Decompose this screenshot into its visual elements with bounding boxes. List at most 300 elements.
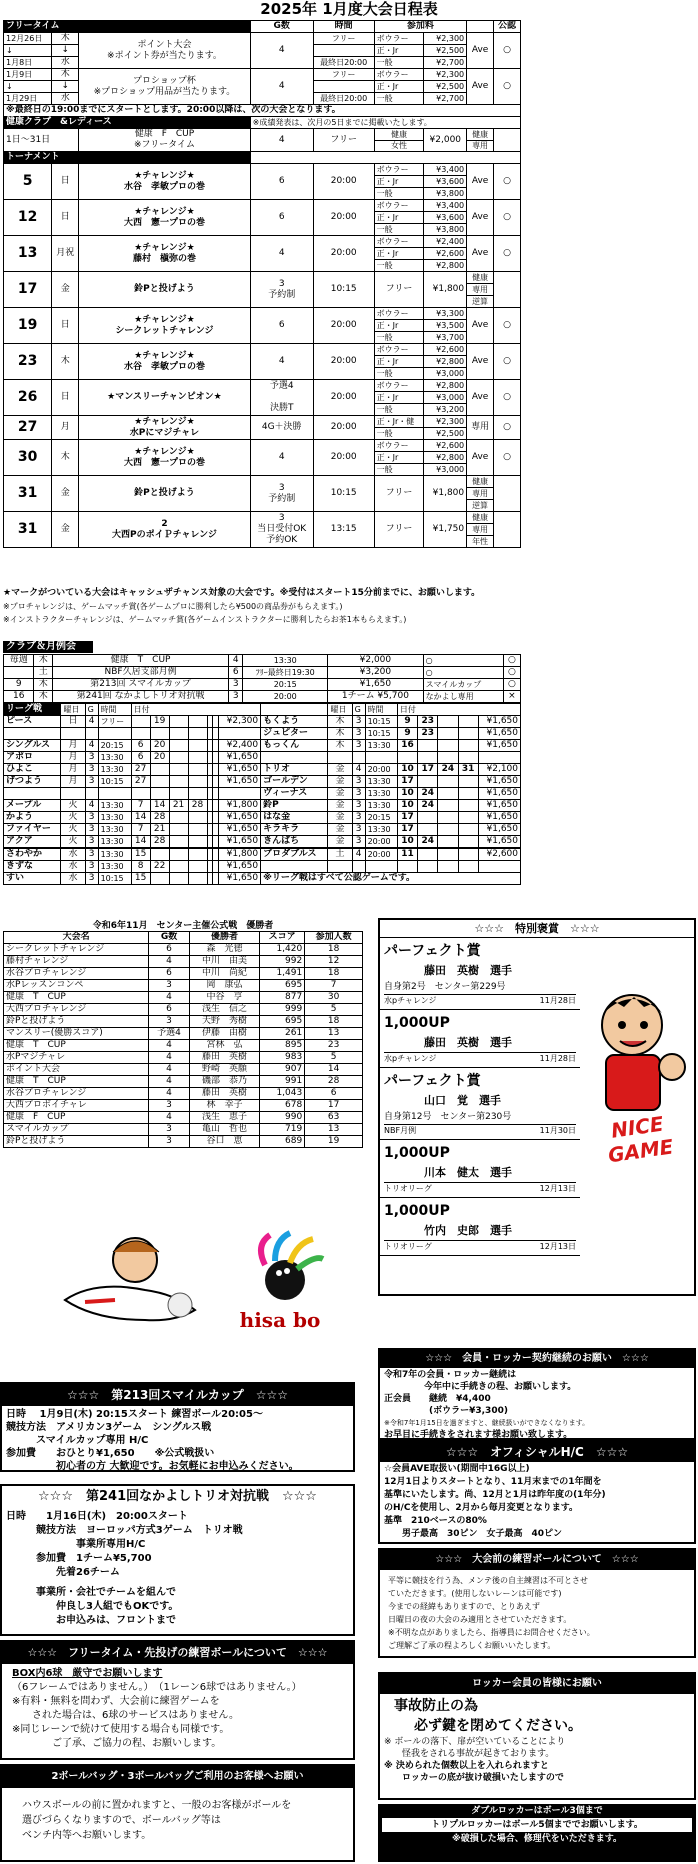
table-cell: ○ xyxy=(494,69,521,105)
bowling-cartoon xyxy=(55,1230,205,1345)
table-cell xyxy=(98,788,131,800)
table-cell: 第241回 なかよしトリオ対抗戦 xyxy=(53,691,229,703)
table-cell xyxy=(131,788,150,800)
prior-line: 平等に競技を行う為、メンテ後の自主練習は不可とさせ xyxy=(388,1576,588,1585)
table-cell: アクア xyxy=(4,836,61,848)
table-cell: 逆算 xyxy=(467,500,494,512)
table-cell xyxy=(438,776,458,788)
table-cell: ★チャレンジ★ 大西 憲一プロの巻 xyxy=(79,200,250,236)
table-cell: 時間 xyxy=(313,21,374,33)
table-cell: 健康 F CUP ※フリータイム xyxy=(79,129,250,152)
table-row xyxy=(4,812,521,824)
table-cell: 曜日 xyxy=(328,704,352,716)
award-date: 12月13日 xyxy=(539,1242,576,1251)
table-cell: 木 xyxy=(34,655,53,667)
hc-line: 12月1日よりスタートとなり、11月末までの1年間を xyxy=(384,1477,602,1487)
table-cell: 261 xyxy=(260,1028,305,1040)
table-cell: ¥2,300 xyxy=(219,716,261,728)
table-cell: 13:30 xyxy=(365,824,397,836)
table-cell: 8 xyxy=(131,861,150,873)
table-cell: 水Pマジチャレ xyxy=(4,1052,149,1064)
table-cell: 21 xyxy=(150,824,169,836)
table-cell: スマイルカップ xyxy=(4,1124,149,1136)
table-cell: かよう xyxy=(4,812,61,824)
table-cell: 719 xyxy=(260,1124,305,1136)
table-cell: 6 xyxy=(131,740,150,752)
table-cell: ○ xyxy=(494,416,521,440)
table-cell xyxy=(328,861,352,873)
table-cell: 13 xyxy=(305,1028,363,1040)
table-cell: 一般 xyxy=(374,332,424,344)
table-cell: 877 xyxy=(260,992,305,1004)
table-row xyxy=(4,728,521,740)
table-cell xyxy=(458,861,478,873)
table-cell: 17 xyxy=(397,776,417,788)
table-cell: 1,420 xyxy=(260,944,305,956)
table-cell: なかよし専用 xyxy=(423,691,503,703)
award-name: 山口 覚 選手 xyxy=(424,1094,501,1107)
table-cell xyxy=(438,824,458,836)
table-cell xyxy=(397,861,417,873)
table-cell: 中谷 亨 xyxy=(189,992,259,1004)
table-cell: 正・Jr xyxy=(374,356,424,368)
table-cell xyxy=(261,752,328,764)
table-cell: 17 xyxy=(4,272,52,308)
table-cell: ※最終日の19:00までにスタートとします。20:00以降は、次の大会となります。 xyxy=(4,105,521,117)
trio-line: 競技方法 ヨーロッパ方式3ゲーム トリオ戦 xyxy=(6,1525,243,1536)
table-cell: はな金 xyxy=(261,812,328,824)
trio-line: 仲良し3人組でもOKです。 xyxy=(6,1601,179,1612)
table-cell: 3 予約制 xyxy=(250,476,313,512)
award-footer xyxy=(384,1052,576,1065)
hc-line: ☆会員AVE取扱い(期間中16G以上) xyxy=(384,1464,530,1474)
table-cell: ¥3,700 xyxy=(424,332,467,344)
table-row xyxy=(4,968,363,980)
double-locker-panel xyxy=(378,1804,696,1862)
award-entry xyxy=(380,1068,580,1140)
table-cell: 金 xyxy=(328,776,352,788)
table-cell: 木 xyxy=(52,69,79,81)
table-cell: 4 xyxy=(149,1076,189,1088)
table-cell: 10 xyxy=(397,800,417,812)
table-row xyxy=(4,200,521,212)
table-cell: 1月8日 xyxy=(4,57,52,69)
table-cell: 10:15 xyxy=(313,272,374,308)
lockerm-line: 怪我をされる事故が起きております。 xyxy=(384,1749,555,1759)
table-cell xyxy=(169,752,188,764)
table-cell: プロダブルス xyxy=(261,849,328,861)
table-cell: ¥2,000 xyxy=(328,655,423,667)
table-cell: ¥3,500 xyxy=(424,320,467,332)
table-cell: 火 xyxy=(61,800,85,812)
table-cell: 大西プロチャレンジ xyxy=(4,1004,149,1016)
table-cell: 27 xyxy=(131,776,150,788)
table-cell: 3 xyxy=(352,728,365,740)
table-cell: ¥2,400 xyxy=(424,236,467,248)
table-cell: 3 xyxy=(352,836,365,848)
nice-game-label: NICE GAME xyxy=(606,1111,675,1168)
table-cell: 林 幸子 xyxy=(189,1100,259,1112)
table-cell: 24 xyxy=(418,788,438,800)
table-cell: 木 xyxy=(34,691,53,703)
table-cell: 7 xyxy=(131,824,150,836)
table-cell: ¥2,500 xyxy=(424,428,467,440)
table-row xyxy=(4,164,521,176)
table-cell: きずな xyxy=(4,861,61,873)
table-cell: 12 xyxy=(305,956,363,968)
table-cell: 健康クラブ &レディース xyxy=(4,117,251,129)
table-cell: フリー xyxy=(374,476,424,512)
table-cell: ¥1,650 xyxy=(478,776,520,788)
table-row xyxy=(4,992,363,1004)
table-cell: 浅生 恵子 xyxy=(189,1112,259,1124)
table-cell: 3 xyxy=(149,1124,189,1136)
table-cell: ¥1,650 xyxy=(328,679,423,691)
table-cell: 3 xyxy=(149,980,189,992)
table-cell: 女性 xyxy=(374,140,424,152)
table-cell: 4 xyxy=(149,992,189,1004)
table-cell: 専用 xyxy=(467,284,494,296)
table-cell: Ave xyxy=(467,200,494,236)
table-cell: ポイント大会 xyxy=(4,1064,149,1076)
table-cell: 土 xyxy=(34,667,53,679)
table-row xyxy=(4,1052,363,1064)
table-cell: 鈴Pと投げよう xyxy=(79,476,250,512)
table-cell: 日 xyxy=(52,308,79,344)
table-row xyxy=(4,1004,363,1016)
table-cell: ¥2,400 xyxy=(219,740,261,752)
table-cell: 24 xyxy=(418,800,438,812)
table-cell: 一般 xyxy=(374,368,424,380)
table-row xyxy=(4,776,521,788)
table-cell: ○ xyxy=(494,380,521,416)
winners-header xyxy=(4,932,363,944)
table-cell: 6 xyxy=(250,164,313,200)
table-cell xyxy=(478,752,520,764)
table-cell: ¥1,650 xyxy=(478,788,520,800)
table-cell: ボウラー xyxy=(374,33,424,45)
table-cell: 20:15 xyxy=(243,679,328,691)
table-cell: ¥1,650 xyxy=(478,716,520,728)
table-cell: 3 xyxy=(352,716,365,728)
table-cell: 9 xyxy=(397,716,417,728)
table-cell: マンスリー(優勝スコア) xyxy=(4,1028,149,1040)
table-cell: 伊藤 由樹 xyxy=(189,1028,259,1040)
table-row xyxy=(4,1016,363,1028)
table-cell xyxy=(365,861,397,873)
table-cell xyxy=(352,861,365,873)
table-cell: Ave xyxy=(467,69,494,105)
table-cell: 正・Jr xyxy=(374,320,424,332)
hc-line: 基準にいたします。尚、12月と1月は昨年度の(1年分) xyxy=(384,1490,606,1500)
table-cell: 3 xyxy=(229,691,243,703)
table-cell: 月 xyxy=(61,740,85,752)
table-cell: フリー xyxy=(313,33,374,45)
table-cell: 月 xyxy=(61,752,85,764)
table-cell xyxy=(458,776,478,788)
table-cell xyxy=(458,849,478,861)
table-cell xyxy=(169,873,188,885)
table-cell: ¥1,800 xyxy=(424,476,467,512)
table-row xyxy=(4,1112,363,1124)
table-cell: ○ xyxy=(494,164,521,200)
ballbag-line: ベンチ内等へお願いします。 xyxy=(22,1830,152,1841)
table-cell: ○ xyxy=(494,440,521,476)
table-cell: 22 xyxy=(150,861,169,873)
table-cell xyxy=(438,740,458,752)
table-row xyxy=(4,236,521,248)
practice-line: ※同じレーンで続けて使用する場合も同様です。 xyxy=(12,1724,230,1735)
table-cell: 4 xyxy=(149,1064,189,1076)
table-cell: ¥3,600 xyxy=(424,212,467,224)
table-cell: G xyxy=(85,704,98,716)
table-cell: 695 xyxy=(260,1016,305,1028)
award-head: 1,000UP xyxy=(384,1015,450,1031)
table-row xyxy=(4,980,363,992)
table-cell: 20:00 xyxy=(313,344,374,380)
table-cell: 999 xyxy=(260,1004,305,1016)
table-cell: 3 xyxy=(352,788,365,800)
table-cell: 14 xyxy=(131,836,150,848)
table-cell: 最終日20:00 xyxy=(313,57,374,69)
table-cell: Ave xyxy=(467,344,494,380)
table-cell: 17 xyxy=(397,824,417,836)
table-cell: 正・Jr xyxy=(374,45,424,57)
table-row xyxy=(4,836,521,848)
table-row xyxy=(4,788,521,800)
table-cell: 金 xyxy=(328,788,352,800)
table-cell xyxy=(4,788,61,800)
table-cell xyxy=(188,764,207,776)
table-cell: 20:00 xyxy=(243,691,328,703)
table-cell: シングルス xyxy=(4,740,61,752)
table-row xyxy=(4,308,521,320)
table-cell: 1,043 xyxy=(260,1088,305,1100)
table-cell xyxy=(418,740,438,752)
table-cell xyxy=(169,728,188,740)
table-row xyxy=(4,69,521,81)
table-cell: 水 xyxy=(61,873,85,885)
table-cell: 正・Jr xyxy=(374,452,424,464)
table-cell: 6 xyxy=(149,1004,189,1016)
table-cell xyxy=(494,476,521,512)
table-cell: トーナメント xyxy=(4,152,251,164)
table-cell: ¥3,000 xyxy=(424,392,467,404)
table-row xyxy=(4,849,521,861)
table-cell: ★マンスリーチャンピオン★ xyxy=(79,380,250,416)
table-cell: 23 xyxy=(4,344,52,380)
table-cell: 4 xyxy=(250,344,313,380)
table-cell: 金 xyxy=(328,812,352,824)
table-row xyxy=(4,956,363,968)
table-cell: 健康 xyxy=(467,476,494,488)
table-cell: 藤田 英樹 xyxy=(189,1052,259,1064)
table-cell: 4 xyxy=(85,740,98,752)
table-cell: 5 xyxy=(305,1052,363,1064)
table-cell: 13:30 xyxy=(98,861,131,873)
table-cell: 専用 xyxy=(467,140,494,152)
table-cell: ○ xyxy=(494,344,521,380)
table-cell: ¥1,650 xyxy=(219,752,261,764)
table-cell: もっくん xyxy=(261,740,328,752)
table-cell: 28 xyxy=(150,812,169,824)
smile-line: 参加費 おひとり¥1,650 ※公式戦扱い xyxy=(6,1448,215,1459)
table-cell xyxy=(188,812,207,824)
table-cell: 18 xyxy=(305,944,363,956)
table-cell: 12月26日 xyxy=(4,33,52,45)
table-cell: 15 xyxy=(131,873,150,885)
table-cell xyxy=(4,667,34,679)
table-cell: 28 xyxy=(305,1076,363,1088)
table-cell: 藤田 英樹 xyxy=(189,1088,259,1100)
table-cell xyxy=(418,776,438,788)
table-cell xyxy=(438,849,458,861)
table-row xyxy=(4,679,521,691)
table-cell xyxy=(188,836,207,848)
table-cell xyxy=(169,861,188,873)
table-cell: 20:00 xyxy=(365,849,397,861)
table-cell: 30 xyxy=(305,992,363,1004)
table-cell xyxy=(494,272,521,308)
table-cell: 一般 xyxy=(374,404,424,416)
locker-title: ☆☆☆ 会員・ロッカー契約継続のお願い ☆☆☆ xyxy=(380,1350,694,1368)
table-cell: 24 xyxy=(418,836,438,848)
table-cell: 992 xyxy=(260,956,305,968)
table-cell: 一般 xyxy=(374,224,424,236)
table-row xyxy=(4,33,521,45)
inst-note: ※インストラクターチャレンジは、ゲームマッチ賞(各ゲームインストラクターに勝利したらお茶1本もらえます。) xyxy=(3,615,407,624)
table-cell: 健康 F CUP xyxy=(4,1112,149,1124)
table-cell: 4 xyxy=(149,1040,189,1052)
table-cell: NBF久居支部月例 xyxy=(53,667,229,679)
table-cell: ↓ xyxy=(4,45,52,57)
table-cell: ¥2,300 xyxy=(424,69,467,81)
table-row xyxy=(4,416,521,428)
table-cell: 14 xyxy=(305,1064,363,1076)
table-cell: ¥2,000 xyxy=(424,129,467,152)
table-cell xyxy=(458,824,478,836)
table-cell: 谷口 恵 xyxy=(189,1136,259,1148)
table-cell: 20:00 xyxy=(313,164,374,200)
table-row xyxy=(4,752,521,764)
table-cell: ボウラー xyxy=(374,69,424,81)
dbl-line: ※破損した場合、修理代をいただきます。 xyxy=(451,1834,623,1844)
table-cell: キラキラ xyxy=(261,824,328,836)
table-cell: 30 xyxy=(4,440,52,476)
table-cell: 第213回 スマイルカップ xyxy=(53,679,229,691)
table-cell: 20:15 xyxy=(365,812,397,824)
table-cell xyxy=(85,728,98,740)
table-cell xyxy=(188,849,207,861)
table-cell xyxy=(458,716,478,728)
table-cell: 3 xyxy=(149,1136,189,1148)
table-cell: 木 xyxy=(52,344,79,380)
table-cell: ○ xyxy=(423,655,503,667)
table-cell: 鈴Pと投げよう xyxy=(4,1016,149,1028)
smile-line: スマイルカップ専用 H/C xyxy=(6,1435,149,1446)
table-cell: 健康 T CUP xyxy=(53,655,229,667)
table-cell: 岡 康弘 xyxy=(189,980,259,992)
table-cell: 6 xyxy=(149,944,189,956)
table-cell: 4 xyxy=(229,655,243,667)
ballbag-panel xyxy=(0,1764,355,1862)
awards-list xyxy=(380,938,580,1256)
table-cell: 895 xyxy=(260,1040,305,1052)
table-cell: ¥3,400 xyxy=(424,200,467,212)
table-row xyxy=(4,1100,363,1112)
table-cell: 金 xyxy=(328,764,352,776)
table-cell: 木 xyxy=(328,728,352,740)
table-cell: 鈴Pと投げよう xyxy=(79,272,250,308)
table-cell: ¥3,000 xyxy=(424,368,467,380)
table-cell: 7 xyxy=(131,800,150,812)
club-label: クラブ＆月例会 xyxy=(3,641,93,653)
table-cell: 14 xyxy=(150,800,169,812)
table-cell: ※成績発表は、次月の5日までに掲載いたします。 xyxy=(250,117,520,129)
table-cell: 正・Jr xyxy=(374,392,424,404)
table-cell: ¥1,650 xyxy=(219,836,261,848)
table-cell: 17 xyxy=(397,812,417,824)
table-cell: ○ xyxy=(494,200,521,236)
table-cell: 水 xyxy=(61,861,85,873)
table-cell: 大会名 xyxy=(4,932,149,944)
table-cell: 日 xyxy=(52,164,79,200)
table-cell: きんばち xyxy=(261,836,328,848)
table-cell: 3 xyxy=(85,752,98,764)
table-cell: 20:00 xyxy=(313,440,374,476)
table-cell: 日 xyxy=(61,716,85,728)
table-cell: ボウラー xyxy=(374,236,424,248)
trio-line: 事業所専用H/C xyxy=(6,1539,146,1550)
table-cell: 健康 xyxy=(467,129,494,141)
table-cell xyxy=(418,824,438,836)
table-cell: 3 xyxy=(85,849,98,861)
table-cell xyxy=(397,752,417,764)
table-cell: ¥2,800 xyxy=(424,380,467,392)
table-cell xyxy=(458,740,478,752)
table-cell: 3 xyxy=(85,861,98,873)
table-cell: 月 xyxy=(61,776,85,788)
table-cell xyxy=(188,776,207,788)
table-cell: 18 xyxy=(305,1016,363,1028)
table-cell: 一般 xyxy=(374,464,424,476)
table-cell: Ave xyxy=(467,33,494,69)
ballbag-title: 2ボールバッグ・3ボールバッグご利用のお客様へお願い xyxy=(2,1766,353,1788)
ballbag-line: 選びづらくなりますので、ボールバッグ等は xyxy=(22,1815,221,1826)
table-row xyxy=(4,512,521,524)
table-cell: 鈴Pと投げよう xyxy=(4,1136,149,1148)
table-cell xyxy=(150,764,169,776)
table-cell: 907 xyxy=(260,1064,305,1076)
table-cell: 13:30 xyxy=(98,800,131,812)
table-cell: ひよこ xyxy=(4,764,61,776)
table-cell: ¥1,650 xyxy=(219,776,261,788)
table-cell xyxy=(169,836,188,848)
table-cell: すい xyxy=(4,873,61,885)
table-cell: ↓ xyxy=(52,81,79,93)
table-cell: 健康 T CUP xyxy=(4,1076,149,1088)
table-row xyxy=(4,1136,363,1148)
prior-practice-panel xyxy=(378,1548,696,1658)
table-cell: 予選4 xyxy=(149,1028,189,1040)
table-cell: 23 xyxy=(418,716,438,728)
table-cell: ¥2,600 xyxy=(424,440,467,452)
table-cell: 水Pレッスンコンペ xyxy=(4,980,149,992)
table-cell: 27 xyxy=(4,416,52,440)
table-cell: 優勝者 xyxy=(189,932,259,944)
table-cell: 野崎 英願 xyxy=(189,1064,259,1076)
table-cell: ボウラー xyxy=(374,200,424,212)
